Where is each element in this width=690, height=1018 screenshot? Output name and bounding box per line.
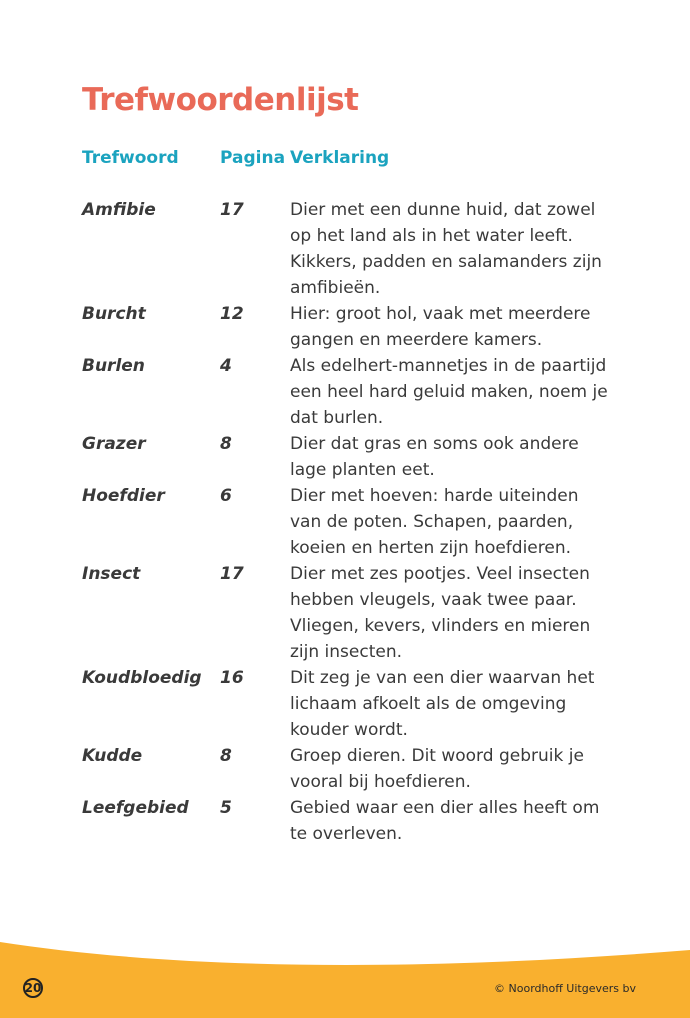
entry-term: Burlen	[82, 356, 145, 376]
page-title: Trefwoordenlijst	[82, 82, 359, 118]
header-term: Trefwoord	[82, 148, 179, 168]
glossary-list	[0, 197, 690, 847]
header-page: Pagina	[220, 148, 286, 168]
entry-page: 4	[220, 356, 232, 376]
entry-definition: Hier: groot hol, vaak met meerdere gangen en meerdere kamers.	[290, 304, 591, 350]
entry-page: 6	[220, 486, 232, 506]
entry-term: Amfibie	[82, 200, 156, 220]
glossary-entry	[0, 301, 690, 353]
entry-term: Grazer	[82, 434, 146, 454]
entry-term: Burcht	[82, 304, 146, 324]
entry-definition: Als edelhert-mannetjes in de paartijd een heel hard geluid maken, noem je dat burlen.	[290, 356, 608, 428]
entry-term: Koudbloedig	[82, 668, 202, 688]
entry-definition: Dier met hoeven: harde uiteinden van de poten. Schapen, paarden, koeien en herten zijn hoefdieren.	[290, 486, 579, 558]
entry-definition: Dier dat gras en soms ook andere lage planten eet.	[290, 434, 579, 480]
entry-definition: Dit zeg je van een dier waarvan het lichaam afkoelt als de omgeving kouder wordt.	[290, 668, 595, 740]
page-number: 20	[23, 978, 43, 998]
copyright-notice: © Noordhoff Uitgevers bv	[494, 982, 636, 995]
entry-page: 17	[220, 200, 244, 220]
entry-page: 17	[220, 564, 244, 584]
entry-term: Leefgebied	[82, 798, 189, 818]
entry-page: 8	[220, 746, 232, 766]
glossary-entry	[0, 353, 690, 431]
entry-definition: Gebied waar een dier alles heeft om te overleven.	[290, 798, 600, 844]
column-headers	[0, 148, 690, 172]
entry-definition: Groep dieren. Dit woord gebruik je vooral bij hoefdieren.	[290, 746, 584, 792]
entry-page: 5	[220, 798, 232, 818]
entry-definition: Dier met een dunne huid, dat zowel op het land als in het water leeft. Kikkers, padden en salamanders zijn amfibieën.	[290, 200, 602, 298]
footer-band	[0, 930, 690, 1018]
entry-term: Hoefdier	[82, 486, 165, 506]
glossary-entry	[0, 197, 690, 301]
entry-term: Kudde	[82, 746, 143, 766]
glossary-entry	[0, 483, 690, 561]
glossary-entry	[0, 743, 690, 795]
glossary-entry	[0, 431, 690, 483]
entry-page: 8	[220, 434, 232, 454]
entry-definition: Dier met zes pootjes. Veel insecten hebben vleugels, vaak twee paar. Vliegen, kevers, vlinders en mieren zijn insecten.	[290, 564, 591, 662]
entry-page: 16	[220, 668, 244, 688]
entry-term: Insect	[82, 564, 141, 584]
entry-page: 12	[220, 304, 244, 324]
header-definition: Verklaring	[290, 148, 390, 168]
glossary-entry	[0, 561, 690, 665]
glossary-entry	[0, 665, 690, 743]
glossary-entry	[0, 795, 690, 847]
